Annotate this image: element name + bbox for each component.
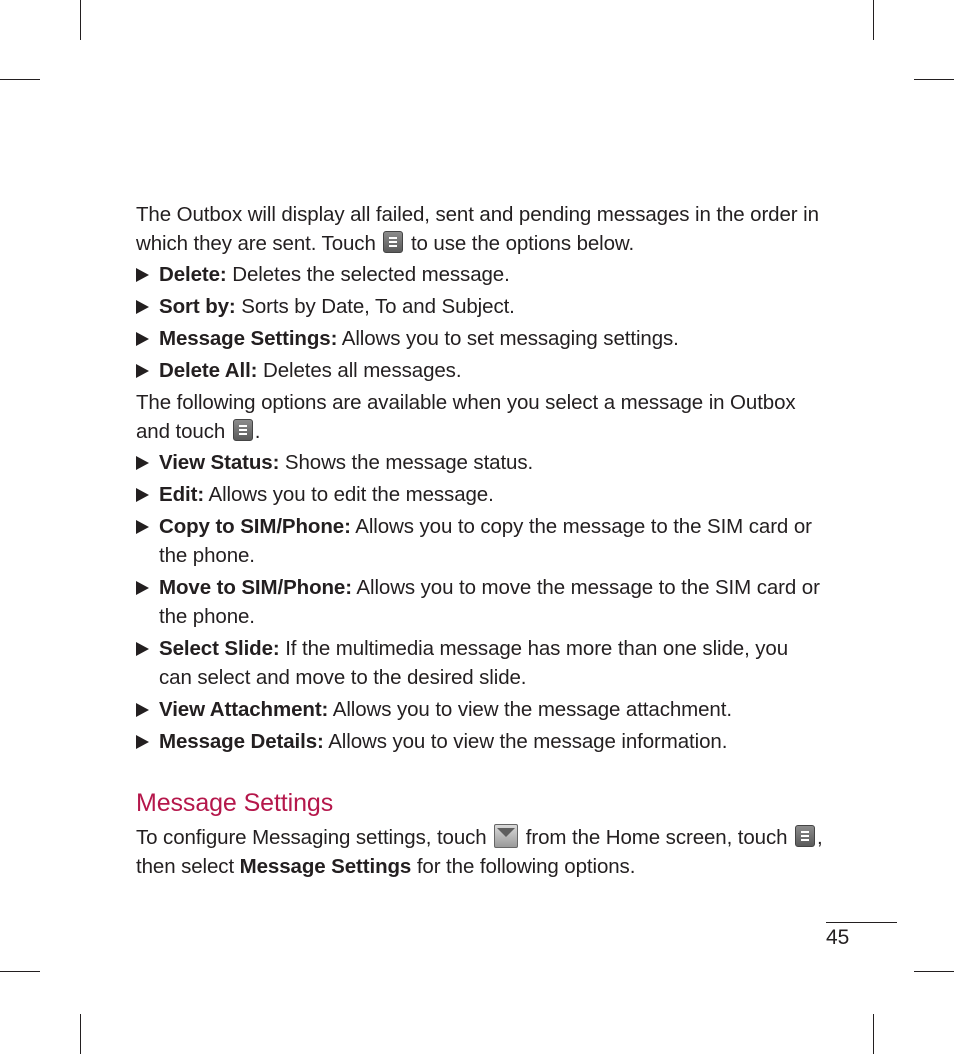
list-item: View Attachment: Allows you to view the message attachment. xyxy=(136,695,826,724)
selected-message-intro: The following options are available when you select a message in Outbox and touch . xyxy=(136,391,796,443)
crop-mark xyxy=(914,79,954,80)
triangle-bullet-icon xyxy=(136,581,149,595)
triangle-bullet-icon xyxy=(136,488,149,502)
list-item: View Status: Shows the message status. xyxy=(136,448,826,477)
triangle-bullet-icon xyxy=(136,703,149,717)
list-item: Delete: Deletes the selected message. xyxy=(136,260,826,289)
page-number: 45 xyxy=(826,926,850,949)
outbox-intro: The Outbox will display all failed, sent and pending messages in the order in which they are sent. Touch to use the options below. xyxy=(136,203,819,255)
list-item: Move to SIM/Phone: Allows you to move the message to the SIM card or the phone. xyxy=(136,573,826,631)
crop-mark xyxy=(873,0,874,40)
triangle-bullet-icon xyxy=(136,332,149,346)
crop-mark xyxy=(914,971,954,972)
messaging-app-icon xyxy=(494,824,518,848)
section-heading: Message Settings xyxy=(136,789,334,817)
crop-mark xyxy=(0,79,40,80)
menu-key-icon xyxy=(795,825,815,847)
crop-mark xyxy=(873,1014,874,1054)
triangle-bullet-icon xyxy=(136,456,149,470)
triangle-bullet-icon xyxy=(136,520,149,534)
list-item: Select Slide: If the multimedia message has more than one slide, you can select and move to the desired slide. xyxy=(136,634,826,692)
settings-intro: To configure Messaging settings, touch from the Home screen, touch , then select Message Settings for the following options. xyxy=(136,826,823,878)
triangle-bullet-icon xyxy=(136,364,149,378)
crop-mark xyxy=(0,971,40,972)
list-item: Edit: Allows you to edit the message. xyxy=(136,480,826,509)
triangle-bullet-icon xyxy=(136,735,149,749)
list-item: Sort by: Sorts by Date, To and Subject. xyxy=(136,292,826,321)
list-item: Message Details: Allows you to view the message information. xyxy=(136,727,826,756)
menu-key-icon xyxy=(233,419,253,441)
message-options-list xyxy=(136,448,826,756)
crop-mark xyxy=(80,1014,81,1054)
triangle-bullet-icon xyxy=(136,268,149,282)
triangle-bullet-icon xyxy=(136,642,149,656)
crop-mark xyxy=(80,0,81,40)
list-item: Message Settings: Allows you to set messaging settings. xyxy=(136,324,826,353)
list-item: Copy to SIM/Phone: Allows you to copy the message to the SIM card or the phone. xyxy=(136,512,826,570)
list-item: Delete All: Deletes all messages. xyxy=(136,356,826,385)
triangle-bullet-icon xyxy=(136,300,149,314)
page-number-rule xyxy=(826,922,897,923)
outbox-options-list xyxy=(136,260,826,385)
menu-key-icon xyxy=(383,231,403,253)
page-content xyxy=(136,200,826,881)
